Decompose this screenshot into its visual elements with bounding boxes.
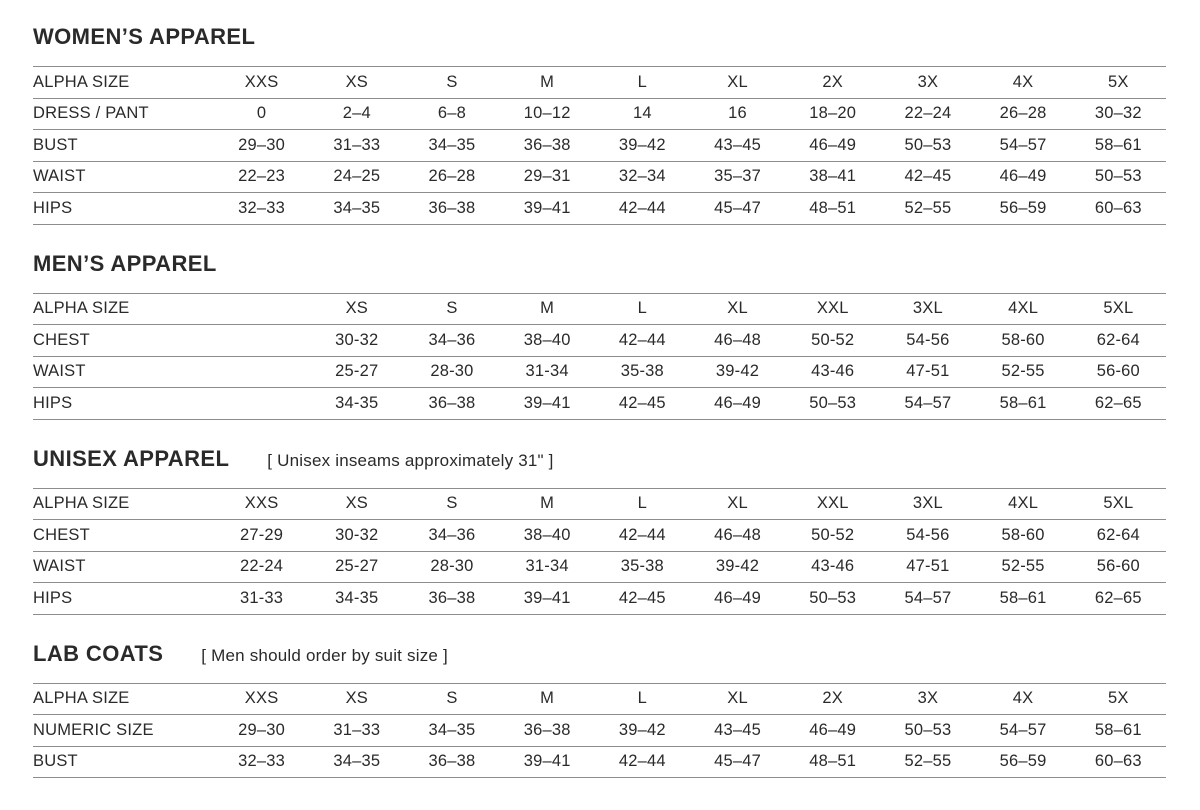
size-column-header: L: [637, 494, 648, 513]
size-cell: 0: [256, 104, 267, 123]
size-column-header: 3X: [917, 689, 939, 708]
table-row: [33, 193, 1166, 225]
size-cell: 52–55: [904, 198, 952, 217]
section-title: LAB COATS: [33, 640, 164, 666]
size-cell: 31-34: [525, 557, 569, 576]
size-cell: 54–57: [999, 720, 1047, 739]
size-column-header: XS: [345, 299, 368, 318]
table-row: [33, 98, 1166, 130]
size-cell: 6–8: [437, 104, 467, 123]
size-cell: 50–53: [1094, 167, 1142, 186]
size-column-header: L: [637, 689, 648, 708]
size-column-header: 2X: [822, 72, 844, 91]
size-cell: 62-64: [1096, 525, 1140, 544]
section-header: [33, 446, 1166, 472]
size-cell: [214, 356, 309, 388]
row-label: ALPHA SIZE: [33, 689, 130, 708]
row-label: HIPS: [33, 588, 73, 607]
size-cell: 46–49: [809, 720, 857, 739]
size-cell: 34–35: [428, 720, 476, 739]
size-cell: 34–36: [428, 330, 476, 349]
size-cell: 38–41: [809, 167, 857, 186]
section-header: [33, 251, 1166, 277]
size-cell: [214, 388, 309, 420]
size-cell: 45–47: [714, 198, 761, 217]
size-cell: 22–23: [238, 167, 286, 186]
size-cell: 35–37: [714, 167, 761, 186]
size-cell: 50–53: [809, 588, 857, 607]
table-row: [33, 388, 1166, 420]
size-cell: 52-55: [1001, 362, 1045, 381]
size-cell: 24–25: [333, 167, 381, 186]
size-cell: 39-42: [715, 557, 760, 576]
size-cell: 27-29: [239, 525, 284, 544]
table-row: [33, 551, 1166, 583]
size-cell: 39–41: [523, 393, 571, 412]
size-column-header: 3X: [917, 72, 939, 91]
size-column-header: 4XL: [1008, 299, 1039, 318]
size-cell: 36–38: [428, 393, 476, 412]
unisex-size-table: [33, 488, 1166, 615]
size-cell: 31–33: [333, 135, 381, 154]
size-column-header: M: [540, 689, 555, 708]
size-cell: 42–44: [618, 752, 666, 771]
section-title: UNISEX APPAREL: [33, 445, 230, 471]
row-label: WAIST: [33, 362, 86, 381]
size-cell: 60–63: [1094, 198, 1142, 217]
size-column-header: XXS: [244, 72, 279, 91]
size-cell: 43–45: [714, 720, 761, 739]
size-cell: 50-52: [811, 525, 855, 544]
size-cell: 58–61: [1094, 135, 1142, 154]
size-cell: 50-52: [811, 330, 855, 349]
size-cell: 34-35: [335, 393, 379, 412]
row-label: ALPHA SIZE: [33, 494, 130, 513]
size-cell: 39–41: [523, 588, 571, 607]
size-column-header: XL: [727, 72, 748, 91]
size-cell: 39–42: [618, 720, 666, 739]
lab-coats-size-table: [33, 683, 1166, 779]
size-column-header: S: [446, 299, 458, 318]
row-label: BUST: [33, 135, 78, 154]
size-cell: 35-38: [620, 557, 664, 576]
size-cell: 10–12: [523, 104, 571, 123]
size-cell: 58–61: [1094, 720, 1142, 739]
size-cell: 62-64: [1096, 330, 1140, 349]
size-cell: 26–28: [428, 167, 476, 186]
size-cell: 22-24: [239, 557, 284, 576]
size-column-header: XXS: [244, 689, 279, 708]
size-column-header: XS: [345, 72, 368, 91]
size-cell: 30-32: [335, 330, 379, 349]
size-cell: 46–49: [714, 393, 761, 412]
size-column-header: M: [540, 494, 555, 513]
size-column-header: M: [540, 299, 555, 318]
size-cell: 62–65: [1094, 588, 1142, 607]
size-column-header: XXS: [244, 494, 279, 513]
section-note: [ Men should order by suit size ]: [201, 645, 448, 665]
size-cell: 43-46: [811, 362, 855, 381]
size-cell: 31-34: [525, 362, 569, 381]
size-cell: [214, 325, 309, 357]
size-cell: 30–32: [1094, 104, 1142, 123]
size-column-header: 5X: [1108, 72, 1129, 91]
row-label: HIPS: [33, 393, 73, 412]
size-cell: 54–57: [999, 135, 1047, 154]
size-column-header: 3XL: [912, 299, 943, 318]
size-cell: 36–38: [428, 752, 476, 771]
size-cell: 46–49: [714, 588, 761, 607]
row-label: NUMERIC SIZE: [33, 720, 154, 739]
size-cell: 38–40: [523, 330, 571, 349]
size-cell: 29–30: [238, 135, 286, 154]
size-column-header: 5X: [1108, 689, 1129, 708]
table-row: [33, 683, 1166, 715]
size-cell: 32–33: [238, 752, 286, 771]
section-header: [33, 24, 1166, 50]
size-cell: 54–57: [904, 588, 952, 607]
size-cell: 38–40: [523, 525, 571, 544]
size-cell: 39–42: [618, 135, 666, 154]
row-label: HIPS: [33, 198, 73, 217]
size-cell: 58–61: [999, 393, 1047, 412]
size-cell: 50–53: [809, 393, 857, 412]
mens-size-table: [33, 293, 1166, 420]
size-column-header: 5XL: [1103, 494, 1134, 513]
size-cell: 50–53: [904, 720, 952, 739]
table-row: [33, 67, 1166, 99]
size-cell: 39-42: [715, 362, 760, 381]
size-cell: 56–59: [999, 752, 1047, 771]
size-cell: 45–47: [714, 752, 761, 771]
table-row: [33, 715, 1166, 747]
size-cell: 46–48: [714, 525, 761, 544]
size-cell: 42–45: [618, 393, 666, 412]
table-row: [33, 488, 1166, 520]
size-column-header: L: [637, 72, 648, 91]
size-cell: 54-56: [906, 525, 950, 544]
table-row: [33, 325, 1166, 357]
size-column-header: 5XL: [1103, 299, 1134, 318]
size-column-header: XXL: [816, 494, 849, 513]
size-cell: 42–44: [618, 198, 666, 217]
size-cell: 31-33: [239, 588, 284, 607]
size-cell: 56-60: [1096, 362, 1140, 381]
size-cell: 48–51: [809, 198, 857, 217]
section-header: [33, 641, 1166, 667]
size-cell: 50–53: [904, 135, 952, 154]
size-cell: 46–49: [809, 135, 857, 154]
size-cell: 62–65: [1094, 393, 1142, 412]
size-column-header: L: [637, 299, 648, 318]
size-cell: 42–45: [904, 167, 952, 186]
size-cell: 58-60: [1001, 525, 1045, 544]
size-cell: 58-60: [1001, 330, 1045, 349]
size-cell: 22–24: [904, 104, 952, 123]
size-column-header: XXL: [816, 299, 849, 318]
size-cell: 56-60: [1096, 557, 1140, 576]
size-cell: 46–49: [999, 167, 1047, 186]
row-label: ALPHA SIZE: [33, 72, 130, 91]
size-cell: 46–48: [714, 330, 761, 349]
size-column-header: S: [446, 494, 458, 513]
size-cell: 2–4: [342, 104, 371, 123]
size-column-header: 4X: [1012, 72, 1034, 91]
size-cell: 32–34: [618, 167, 666, 186]
size-cell: 31–33: [333, 720, 381, 739]
size-cell: 28-30: [430, 362, 474, 381]
size-column-header: XL: [727, 689, 748, 708]
size-cell: 52–55: [904, 752, 952, 771]
size-cell: 36–38: [428, 198, 476, 217]
size-cell: 36–38: [523, 720, 571, 739]
size-column-header: [214, 293, 309, 325]
size-cell: 16: [728, 104, 747, 123]
size-column-header: 3XL: [912, 494, 943, 513]
section-mens-apparel: [33, 251, 1166, 420]
womens-size-table: [33, 66, 1166, 225]
size-cell: 56–59: [999, 198, 1047, 217]
section-womens-apparel: [33, 24, 1166, 225]
table-row: [33, 520, 1166, 552]
row-label: DRESS / PANT: [33, 104, 149, 123]
size-cell: 43–45: [714, 135, 761, 154]
size-column-header: 4X: [1012, 689, 1034, 708]
size-cell: 60–63: [1094, 752, 1142, 771]
section-title: MEN’S APPAREL: [33, 250, 217, 276]
size-cell: 34-35: [335, 588, 379, 607]
table-row: [33, 161, 1166, 193]
size-cell: 58–61: [999, 588, 1047, 607]
row-label: WAIST: [33, 557, 86, 576]
size-cell: 18–20: [809, 104, 857, 123]
size-cell: 39–41: [523, 198, 571, 217]
size-cell: 54-56: [906, 330, 950, 349]
row-label: CHEST: [33, 330, 90, 349]
size-cell: 39–41: [523, 752, 571, 771]
size-cell: 52-55: [1001, 557, 1045, 576]
size-cell: 54–57: [904, 393, 952, 412]
row-label: BUST: [33, 752, 78, 771]
size-cell: 25-27: [335, 557, 379, 576]
size-cell: 29–31: [523, 167, 571, 186]
table-row: [33, 746, 1166, 778]
size-cell: 34–35: [333, 752, 381, 771]
size-cell: 28-30: [430, 557, 474, 576]
size-column-header: 4XL: [1008, 494, 1039, 513]
row-label: CHEST: [33, 525, 90, 544]
size-column-header: XL: [727, 494, 748, 513]
row-label: WAIST: [33, 167, 86, 186]
size-cell: 43-46: [811, 557, 855, 576]
size-cell: 34–36: [428, 525, 476, 544]
section-title: WOMEN’S APPAREL: [33, 24, 256, 49]
table-row: [33, 583, 1166, 615]
table-row: [33, 356, 1166, 388]
row-label: ALPHA SIZE: [33, 299, 130, 318]
size-cell: 35-38: [620, 362, 664, 381]
size-cell: 42–44: [618, 330, 666, 349]
size-column-header: XS: [345, 689, 368, 708]
size-cell: 47-51: [906, 557, 950, 576]
size-cell: 26–28: [999, 104, 1047, 123]
table-row: [33, 293, 1166, 325]
size-column-header: S: [446, 72, 458, 91]
size-column-header: S: [446, 689, 458, 708]
size-cell: 36–38: [428, 588, 476, 607]
size-cell: 29–30: [238, 720, 286, 739]
size-column-header: 2X: [822, 689, 844, 708]
size-cell: 42–45: [618, 588, 666, 607]
size-column-header: M: [540, 72, 555, 91]
size-cell: 47-51: [906, 362, 950, 381]
section-lab-coats: [33, 641, 1166, 779]
size-column-header: XS: [345, 494, 368, 513]
table-row: [33, 130, 1166, 162]
size-cell: 14: [632, 104, 652, 123]
size-cell: 34–35: [428, 135, 476, 154]
size-cell: 36–38: [523, 135, 571, 154]
section-unisex-apparel: [33, 446, 1166, 615]
section-note: [ Unisex inseams approximately 31" ]: [267, 450, 554, 470]
size-cell: 32–33: [238, 198, 286, 217]
size-cell: 30-32: [335, 525, 379, 544]
size-column-header: XL: [727, 299, 748, 318]
size-cell: 48–51: [809, 752, 857, 771]
size-cell: 42–44: [618, 525, 666, 544]
size-cell: 25-27: [335, 362, 379, 381]
size-cell: 34–35: [333, 198, 381, 217]
